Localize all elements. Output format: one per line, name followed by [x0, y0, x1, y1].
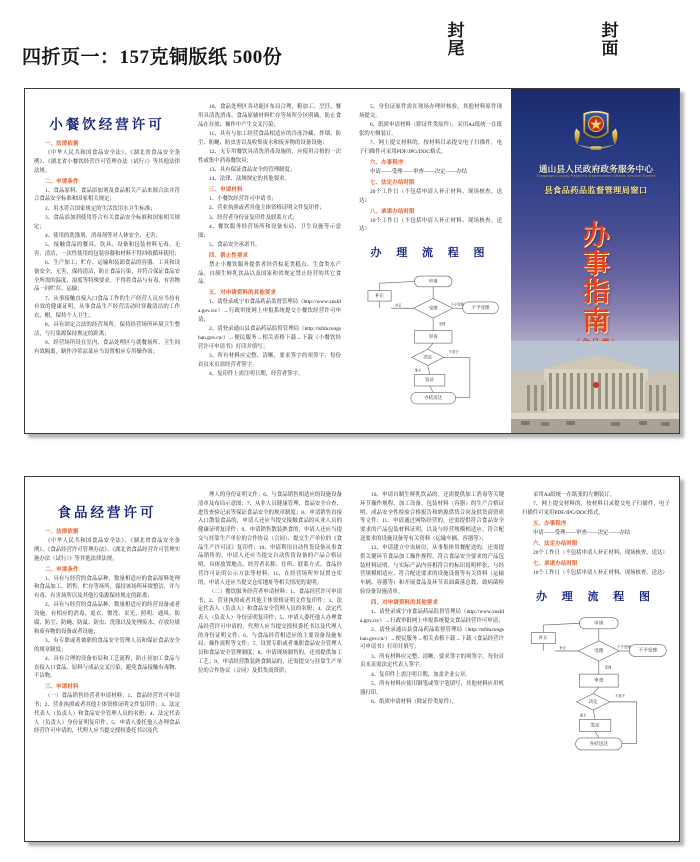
- government-emblem-icon: [569, 105, 623, 157]
- section-heading: 六、法定办结时限: [533, 540, 578, 547]
- body-paragraph: 《中华人民共和国食品安全法》、《湖北省食品安全条例》、《湖北省小餐饮经营许可管理办法（试行）》等其他法律法规。: [34, 150, 180, 174]
- body-paragraph: 10个工作日（不包括申请人补正材料、现场核查、送达）: [533, 570, 668, 577]
- body-paragraph: 2、请登录通山县食品药品监督管理局（http://tsfda.tongshan.gov.cn/）→便民服务→相关表格下载→下载《食品经营许可申请书》打印并填写；: [360, 626, 504, 651]
- brochure-sheet-2: [24, 476, 680, 842]
- cover-title-char-3: 指: [582, 277, 610, 308]
- body-paragraph: 2、请登录通山县食品药品监督管理局（http://tsfda.tongshan.gov.cn/）→便民服务→相关表格下载→下载《小餐饮经营许可申请书》打印并填写；: [198, 326, 341, 350]
- svg-text:受理: 受理: [438, 322, 446, 327]
- body-paragraph: 2、用水符合国家规定的生活饮用水卫生标准；: [45, 205, 156, 212]
- svg-text:决定: 决定: [423, 354, 433, 360]
- svg-text:办结送达: 办结送达: [589, 740, 608, 746]
- body-paragraph: 11、具有与加工经营食品相适应的冷冻冷藏、拌烟、防尘、防蝇、防虫害以及收集废水和废弃物的设备设施；: [198, 130, 341, 146]
- svg-text:决定: 决定: [588, 698, 598, 704]
- body-paragraph: 9、经营场所设在室内，食品处理区与就餐场所、卫生间有效隔离，制作冷荤凉菜应当设置相应专用操作间；: [34, 340, 180, 356]
- body-paragraph: 4、具有合理的设备布局和工艺流程，防止待加工食品与直接入口食品、原料与成品交叉污染，避免食品接触有毒物、不洁物。: [34, 655, 180, 680]
- body-paragraph: 12、申请建立中央厨房、从事集体用餐配送的，还需提供关键环节食品加工操作规程、符合食品安全要求的产品包装材料证明、与实际产品内容相符合的标识说明样张、与经营规模相适应、符合配送要求的设施设备等有关资料（运输车辆、容器等）和开展食品及环节表面菌落总数、致病菌检验设备设施清单。: [360, 545, 504, 595]
- body-paragraph: 理人的身份证明文件；6、与食品销售相适应的设施设备清单及布局示意图；7、从业人员健康管理、食品安全自查、进货查验记录等保证食品安全的规章制度；8、申请销售直接入口散装食品的，申请人还应当提交接触食品的从业人员的健康证明复印件；9、申请销售散装熟食的，申请人还应当提交与挂靠生产单位的合作协议（合同）、提交生产单位的《食品生产许可证》复印件；10、申请利用自动售货设备从事食品销售的，申请人还应当提交自动售货设备的产品合格证明、具体放置地点、经营者名称、住所、联系方式、食品经营许可证的公示方法等材料；11、在经营场所外设置仓库的，申请人还应当提交仓库地址等相关情况的说明。: [198, 492, 342, 586]
- header-spec-text: 四折页一：157克铜版纸 500份: [22, 47, 283, 68]
- label-back-char-2: 尾: [447, 39, 465, 59]
- body-paragraph: 12、无专用餐饮具清洗消毒设施的，应使用合格的一次性或集中消毒餐饮具；: [198, 148, 341, 164]
- header: [0, 0, 700, 84]
- body-paragraph: 5、身份证原件需在现场办理时核验，其他材料原件现场提交。: [359, 104, 502, 119]
- body-paragraph: （二）餐饮服务经营者申请材料：1、食品经营许可申请书；2、营业执照或者其他主体资格证明文件复印件；3、法定代表人（负责人）和食品安全管理人员的名册；4、法定代表人（负责人）身份证明复印件；5、申请人委托他人办理食品经营许可申请的，代理人应当提交授权委托书以及代理人的身份证明文件；6、与食品经营相适应的主要设备设施布局、操作流程等文件；7、设置专职或者兼职食品安全管理人员和食品安全管理制度；8、申请现场制售的，还需提供加工工艺；9、申请经营散装熟食制品的，还需提交与挂靠生产单位的合作协议（合同）及供货商资质；: [198, 588, 342, 674]
- body-paragraph: 5、接触食品的餐具、饮具、设备和包装材料无毒、无害、清洁，一次性使用的包装容器和材料不得回收循环使用；: [34, 242, 180, 257]
- cover-title-char-4: 南: [582, 305, 610, 336]
- svg-text:办结送达: 办结送达: [424, 395, 443, 401]
- svg-text:不予受理: 不予受理: [450, 302, 464, 307]
- body-paragraph: 6、纸质申请材料（除证件类原件），采用A4纸统一在纸张的左侧装订。: [359, 122, 502, 137]
- body-paragraph: 2、营业执照或者其他主体资格证明文件复印件；: [209, 205, 325, 212]
- section-heading: 五、办事程序: [533, 520, 567, 527]
- body-paragraph: 5、食品安全承诺书。: [209, 241, 261, 248]
- body-paragraph: 3、所有材料应完整、清晰，要求签字的须签字，每份首页末页需经营者签字。: [198, 352, 341, 368]
- brochure-sheet-1: [24, 88, 680, 434]
- section-heading: 三、申请材料: [45, 684, 79, 691]
- body-paragraph: 1、食品原料、食品添加剂及食品相关产品来源合法并符合食品安全标准和国家相关规定；: [34, 187, 180, 203]
- sheet2-title: 食品经营许可: [57, 505, 157, 520]
- svg-text:申请: 申请: [428, 278, 438, 284]
- section-heading: 二、申请条件: [45, 566, 79, 573]
- body-paragraph: 3、所有材料应完整、清晰，要求签字的须签字，每份首页末页需法定代表人签字。: [360, 653, 504, 669]
- sheet2-column-2: [189, 477, 351, 841]
- sheet1-flowchart: [359, 264, 502, 424]
- svg-text:不予受理: 不予受理: [471, 304, 490, 310]
- cover-window-label: 县食品药品监督管理局窗口: [544, 186, 648, 195]
- body-paragraph: 1、请登录咸宁市食品药品监督管理局（http://www.xnsfda.gov.cn/）→行政审批网上申报系统提交食品经营许可申请；: [360, 608, 504, 624]
- body-paragraph: 申请——受理——审查——决定——办结: [370, 168, 468, 175]
- body-paragraph: 采用A4纸统一在纸张的左侧装订。: [533, 492, 616, 498]
- body-paragraph: 10、食品处理区各功能区布局合理、粗加工、烹饪、餐用具清洗消毒、食品原辅材料贮存等场所分区明确，防止食品在存放、操作中产生交叉污染；: [198, 104, 341, 128]
- section-heading: 四、对申请资料的其他要求: [371, 599, 439, 606]
- government-building-photo: [511, 341, 680, 433]
- svg-text:不准予: 不准予: [615, 693, 626, 698]
- label-back-char-1: 封: [447, 21, 465, 40]
- section-heading: 七、法定办结时限: [370, 179, 415, 186]
- body-paragraph: 20个工作日（不包括申请人补正材料、现场核查、送达）: [359, 188, 502, 204]
- label-front-char-2: 面: [601, 39, 619, 59]
- sheet2-flowchart: [522, 608, 670, 768]
- sheet1-column-2: [189, 89, 350, 433]
- svg-text:发证: 发证: [425, 377, 435, 383]
- cover-main-title: [511, 221, 680, 335]
- sheet1-column-1: [25, 89, 189, 433]
- svg-text:审查: 审查: [428, 334, 438, 340]
- sheet1-col2-body: [198, 103, 341, 379]
- body-paragraph: 4、复印件上需注明日期，加盖企业公章。: [371, 671, 471, 678]
- body-paragraph: 7、网上提交材料的，按材料目录提交电子扫描件，电子扫描件可采用PDF/JPG/DOC格式。: [522, 501, 670, 516]
- body-paragraph: 1、具有与经营的食品品种、数量相适应的食品原料处理和食品加工、销售、贮存等场所，保持该场所环境整洁，并与有毒、有害场所以及其他污染源保持规定的距离；: [34, 575, 180, 600]
- body-paragraph: 申请——受理——审查——决定——办结: [533, 530, 631, 537]
- body-paragraph: 6、纸质申请材料（除证件类原件），: [371, 698, 458, 705]
- label-front-char-1: 封: [601, 21, 619, 40]
- section-heading: 二、申请条件: [45, 178, 79, 185]
- body-paragraph: （一）食品销售经营者申请材料：1、食品经营许可申请书；2、营业执照或者其他主体资格证明文件复印件；3、法定代表人（负责人）和食品安全管理人员的名册；4、法定代表人（负责人）身份证明复印件；5、申请人委托他人办理食品经营许可申请的，代理人应当提交授权委托书以及代: [34, 693, 180, 735]
- svg-text:准予: 准予: [414, 368, 422, 373]
- cover-title-char-2: 事: [582, 248, 610, 279]
- sheet1-title: 小餐饮经营许可: [49, 117, 165, 132]
- body-paragraph: 8、具有固定合法的经营场所，保持经营场所环境卫生整洁，与污染源保持规定的距离；: [34, 322, 180, 338]
- section-heading: 六、办事程序: [370, 159, 404, 166]
- sheet2-col1-body: [34, 528, 180, 736]
- section-heading: 五、对申请资料的其他要求: [209, 290, 277, 297]
- svg-text:补正: 补正: [395, 303, 402, 308]
- svg-text:不准予: 不准予: [448, 349, 459, 354]
- body-paragraph: 4、餐饮服务经营场所和设备布局、卫生设施等示意图；: [198, 223, 341, 239]
- sheet1-col1-body: [34, 140, 180, 357]
- svg-text:发证: 发证: [590, 722, 600, 728]
- body-paragraph: 禁止小餐饮服务提供者经营棕花类糕点、生食类水产品、自制生鲜乳饮品以及国家和省规定禁止经营的其它食品。: [198, 261, 341, 286]
- svg-text:受理: 受理: [604, 665, 612, 670]
- body-paragraph: 3、食品添加剂使用符合有关食品安全标准和国家相关规定；: [34, 214, 180, 230]
- body-paragraph: 10个工作日（不包括申请人补正材料、现场核查、送达）: [359, 217, 502, 233]
- svg-text:受理: 受理: [428, 305, 438, 311]
- svg-text:补正: 补正: [375, 292, 385, 298]
- body-paragraph: 13、具有保证食品安全的管理制度；: [209, 166, 296, 173]
- sheet1-col3-body: [359, 103, 502, 234]
- cover-panel: [511, 89, 680, 433]
- body-paragraph: 5、所有材料应使用钢笔或签字笔填写，其他材料应用机器打印。: [360, 680, 504, 696]
- body-paragraph: 1、小餐饮经营许可申请书；: [209, 196, 277, 203]
- sheet2-col3-body: [360, 491, 504, 707]
- body-paragraph: 14、法律、法规规定的其他要求。: [209, 176, 290, 182]
- section-heading: 八、承诺办结时限: [370, 208, 415, 215]
- body-paragraph: 10、申请自制生鲜乳饮品的，还需提供加工消毒等关键环节操作规程、加工设备、包装材料（容器）的生产合格证明、成品安全性检验合格报告和奶源供货合同及供货商资质等文件；11、申请通过网络经营的，还需提供符合食品安全要求的产品包装材料证明，以及与经营规模相适应、符合配送要求的设施设备等有关资料（运输车辆、容器等）；: [360, 492, 504, 542]
- body-paragraph: 4、使用的洗涤剂、消毒剂等对人体安全、无害；: [45, 232, 161, 239]
- section-heading: 一、法律依据: [45, 529, 79, 535]
- sheet2-col2-body: [198, 491, 342, 675]
- body-paragraph: 20个工作日（不包括申请人补正材料、现场核查、送达）: [533, 550, 668, 557]
- svg-text:审查: 审查: [594, 677, 604, 683]
- label-front-cover: [600, 22, 620, 59]
- body-paragraph: 7、从事接触直接入口食品工作的生产经营人员应当持有有效的健康证明，从事食品生产经营活动时穿戴清洁的工作衣、帽，保持个人卫生；: [34, 295, 180, 320]
- cover-organization-name-en: Tongshan County People's Government Affairs Service Center: [536, 174, 656, 178]
- sheet1-flowchart-title: 办 理 流 程 图: [370, 247, 491, 260]
- sheet2-col4-body: [522, 491, 670, 578]
- body-paragraph: 4、复印件上需注明日期，经营者签字。: [209, 370, 304, 377]
- body-paragraph: 2、具有与经营的食品品种、数量相适应的经营设备或者设施，有相应的消毒、更衣、盥洗、采光、照明、通风、防腐、防尘、防蝇、防鼠、防虫、洗涤以及处理废水、存放垃圾和废弃物的设备或者设施；: [34, 602, 180, 635]
- svg-text:不予受理: 不予受理: [617, 644, 631, 649]
- svg-text:申请: 申请: [594, 620, 604, 626]
- svg-text:补正: 补正: [559, 645, 567, 650]
- sheet2-flowchart-title: 办 理 流 程 图: [536, 590, 656, 603]
- svg-text:不予受理: 不予受理: [638, 647, 658, 653]
- svg-text:准予: 准予: [579, 713, 587, 718]
- section-heading: 三、申请材料: [209, 186, 243, 193]
- body-paragraph: 3、经营者身份证复印件及联系方式；: [209, 214, 298, 221]
- sheet1-column-3: [350, 89, 511, 433]
- svg-text:补正: 补正: [538, 635, 548, 641]
- body-paragraph: 7、网上提交材料的，按材料目录提交电子扫描件，电子扫描件可采用PDF/JPG/DOC格式。: [359, 140, 502, 155]
- section-heading: 一、法律依据: [45, 141, 79, 147]
- body-paragraph: 3、有专职或者兼职的食品安全管理人员和保证食品安全的规章制度；: [34, 637, 180, 653]
- sheet2-column-4: [513, 477, 679, 841]
- sheet2-column-1: [25, 477, 189, 841]
- body-paragraph: 1、请登录咸宁市食品药品监督管理局（http://www.xnsfda.gov.cn/）→行政审批网上申报系统提交小餐饮经营许可申请；: [198, 299, 341, 323]
- section-heading: 四、禁止性要求: [209, 252, 249, 259]
- section-heading: 七、承诺办结时限: [533, 561, 578, 568]
- label-back-cover: [446, 22, 466, 59]
- cover-title-char-1: 办: [582, 220, 610, 250]
- svg-text:受理: 受理: [594, 647, 604, 653]
- body-paragraph: 《中华人民共和国食品安全法》、《湖北省食品安全条例》、《食品经营许可管理办法》、《湖北省食品经营许可管理实施办法（试行）》等其他法律法规。: [34, 538, 180, 562]
- body-paragraph: 6、生产加工、贮存、运输和装卸食品的容器、工具和设备安全、无害，保持清洁，防止食品污染，并符合保证食品安全所需的温度、湿度等特殊要求，不得将食品与有毒、有害物品一同贮存、运输；: [34, 260, 180, 293]
- cover-organization-name: 通山县人民政府政务服务中心: [538, 164, 654, 174]
- sheet2-column-3: [351, 477, 513, 841]
